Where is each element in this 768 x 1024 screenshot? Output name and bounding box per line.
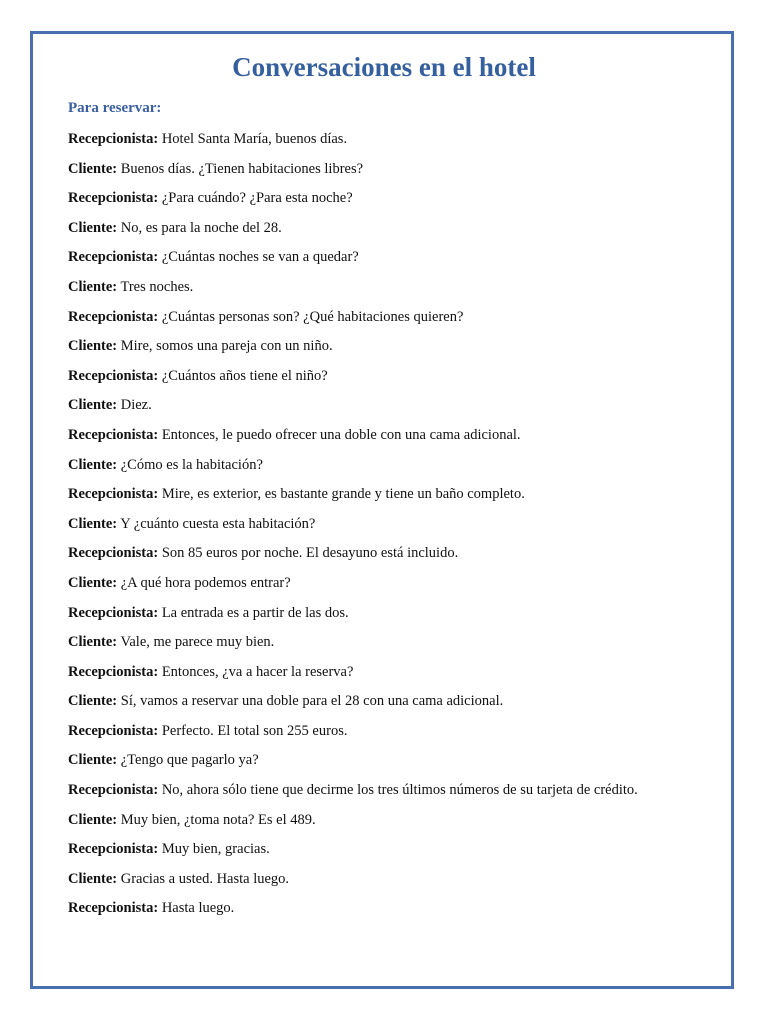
speaker-label: Recepcionista:: [68, 782, 159, 799]
dialogue-line: [68, 898, 718, 928]
utterance-text: Diez.: [120, 397, 152, 414]
speaker-label: Recepcionista:: [68, 486, 159, 503]
dialogue-line: [68, 218, 718, 248]
dialogue-line: [68, 277, 718, 307]
utterance-text: Mire, es exterior, es bastante grande y tiene un baño completo.: [161, 486, 525, 503]
speaker-label: Recepcionista:: [68, 190, 159, 207]
speaker-label: Cliente:: [68, 219, 118, 236]
dialogue-line: [68, 484, 718, 514]
utterance-text: ¿Cuántas personas son? ¿Qué habitaciones quieren?: [161, 308, 464, 325]
utterance-text: ¿Cuántas noches se van a quedar?: [161, 249, 359, 266]
dialogue-line: [68, 691, 718, 721]
dialogue-line: [68, 810, 718, 840]
dialogue-line: [68, 425, 718, 455]
utterance-text: No, es para la noche del 28.: [120, 219, 282, 236]
section-heading: Para reservar:: [68, 100, 162, 116]
dialogue-line: [68, 603, 718, 633]
speaker-label: Recepcionista:: [68, 308, 159, 325]
dialogue-line: [68, 307, 718, 337]
dialogue-line: [68, 188, 718, 218]
speaker-label: Recepcionista:: [68, 663, 159, 680]
speaker-label: Cliente:: [68, 397, 118, 414]
speaker-label: Cliente:: [68, 456, 118, 473]
dialogue-line: [68, 514, 718, 544]
speaker-label: Recepcionista:: [68, 426, 159, 443]
utterance-text: La entrada es a partir de las dos.: [161, 604, 349, 621]
utterance-text: ¿Cuántos años tiene el niño?: [161, 367, 328, 384]
utterance-text: Entonces, le puedo ofrecer una doble con una cama adicional.: [161, 426, 521, 443]
utterance-text: ¿Para cuándo? ¿Para esta noche?: [161, 190, 353, 207]
dialogue-line: [68, 780, 718, 810]
utterance-text: Muy bien, ¿toma nota? Es el 489.: [120, 811, 316, 828]
dialogue-line: [68, 543, 718, 573]
speaker-label: Recepcionista:: [68, 900, 159, 917]
dialogue-line: [68, 573, 718, 603]
dialogue-line: [68, 366, 718, 396]
speaker-label: Recepcionista:: [68, 131, 159, 147]
dialogue-line: [68, 632, 718, 662]
utterance-text: No, ahora sólo tiene que decirme los tres últimos números de su tarjeta de crédito.: [161, 782, 638, 799]
speaker-label: Cliente:: [68, 693, 118, 710]
utterance-text: Y ¿cuánto cuesta esta habitación?: [120, 515, 316, 532]
dialogue-line: [68, 721, 718, 751]
dialogue-line: [68, 395, 718, 425]
speaker-label: Cliente:: [68, 752, 118, 769]
utterance-text: Tres noches.: [120, 278, 194, 295]
speaker-label: Cliente:: [68, 160, 118, 177]
utterance-text: Mire, somos una pareja con un niño.: [120, 338, 333, 355]
speaker-label: Recepcionista:: [68, 367, 159, 384]
speaker-label: Cliente:: [68, 338, 118, 355]
speaker-label: Recepcionista:: [68, 722, 159, 739]
dialogue-list: [68, 129, 718, 928]
speaker-label: Recepcionista:: [68, 545, 159, 562]
speaker-label: Cliente:: [68, 811, 118, 828]
dialogue-line: [68, 750, 718, 780]
speaker-label: Recepcionista:: [68, 841, 159, 858]
page-title: Conversaciones en el hotel: [232, 52, 536, 82]
speaker-label: Cliente:: [68, 278, 118, 295]
utterance-text: Muy bien, gracias.: [161, 841, 270, 858]
utterance-text: Hotel Santa María, buenos días.: [161, 131, 348, 147]
utterance-text: Son 85 euros por noche. El desayuno está incluido.: [161, 545, 459, 562]
dialogue-line: [68, 336, 718, 366]
utterance-text: Vale, me parece muy bien.: [120, 634, 275, 651]
speaker-label: Recepcionista:: [68, 604, 159, 621]
utterance-text: ¿Cómo es la habitación?: [120, 456, 263, 473]
dialogue-line: [68, 455, 718, 485]
utterance-text: ¿Tengo que pagarlo ya?: [120, 752, 259, 769]
speaker-label: Cliente:: [68, 515, 118, 532]
speaker-label: Cliente:: [68, 574, 118, 591]
dialogue-line: [68, 129, 718, 159]
dialogue-line: [68, 662, 718, 692]
speaker-label: Cliente:: [68, 634, 118, 651]
speaker-label: Recepcionista:: [68, 249, 159, 266]
utterance-text: Perfecto. El total son 255 euros.: [161, 722, 348, 739]
utterance-text: Gracias a usted. Hasta luego.: [120, 870, 290, 887]
dialogue-line: [68, 869, 718, 899]
utterance-text: Hasta luego.: [161, 900, 235, 917]
utterance-text: ¿A qué hora podemos entrar?: [120, 574, 291, 591]
utterance-text: Sí, vamos a reservar una doble para el 28 con una cama adicional.: [120, 693, 504, 710]
dialogue-line: [68, 247, 718, 277]
dialogue-line: [68, 839, 718, 869]
speaker-label: Cliente:: [68, 870, 118, 887]
utterance-text: Buenos días. ¿Tienen habitaciones libres?: [120, 160, 364, 177]
dialogue-line: [68, 159, 718, 189]
utterance-text: Entonces, ¿va a hacer la reserva?: [161, 663, 354, 680]
